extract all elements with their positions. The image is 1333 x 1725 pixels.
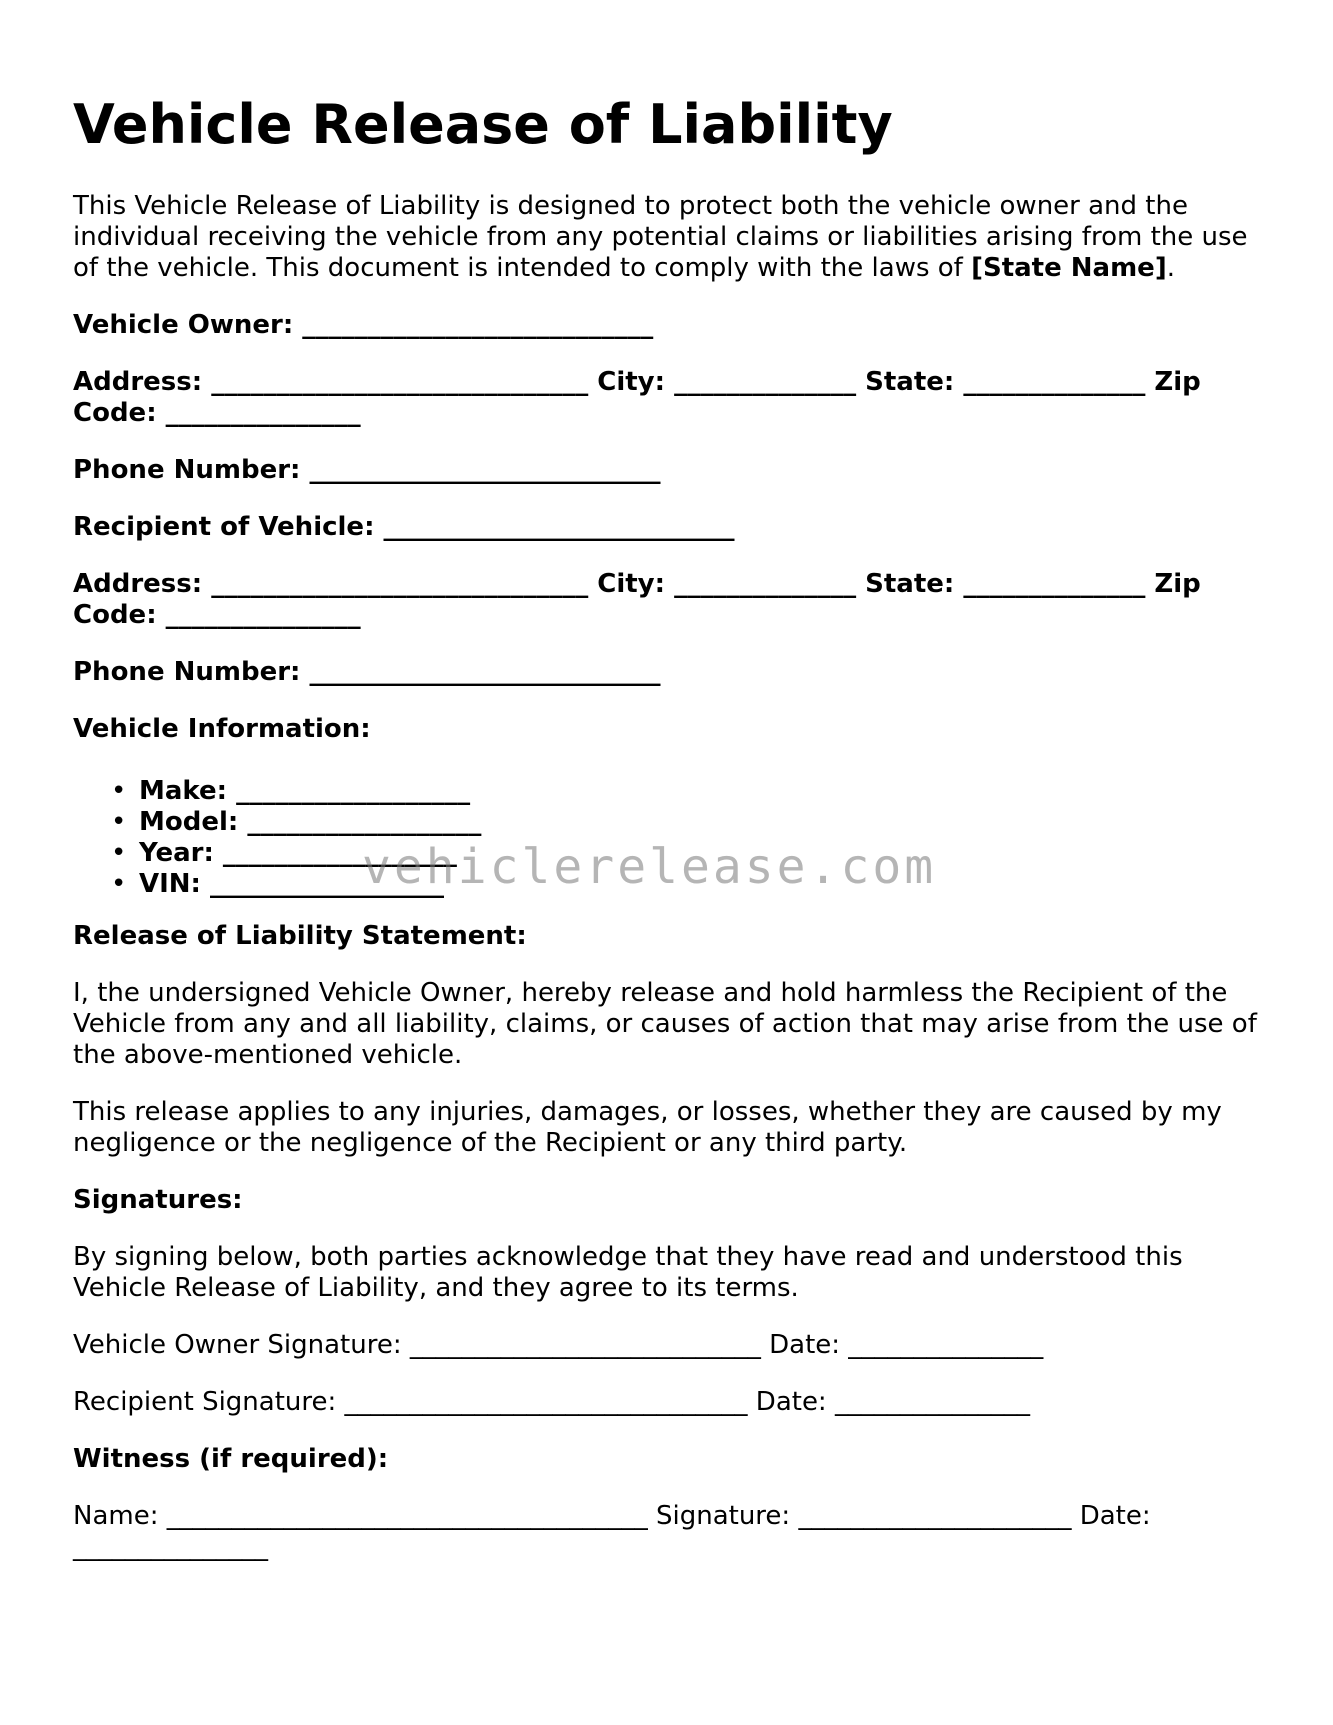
release-heading: Release of Liability Statement: [73,921,527,951]
owner-signature-field[interactable]: Vehicle Owner Signature: ___________________________ Date: _______________ [73,1330,1044,1360]
recipient-phone-field[interactable]: Phone Number: ___________________________ [73,657,661,687]
vehicle-model-field[interactable] [73,807,481,838]
vehicle-vin-label: VIN: __________________ [139,869,445,899]
release-para-2-line-1: This release applies to any injuries, damages, or losses, whether they are caused by my [73,1097,1222,1127]
intro-line-2: individual receiving the vehicle from any potential claims or liabilities arising from the use [73,222,1248,252]
vehicle-info-list [73,776,481,900]
release-para-1-line-2: Vehicle from any and all liability, claims, or causes of action that may arise from the use of [73,1009,1257,1039]
vehicle-info-heading: Vehicle Information: [73,714,371,744]
vehicle-year-field[interactable] [73,838,481,869]
state-name-placeholder: [State Name] [971,253,1167,283]
owner-name-field[interactable]: Vehicle Owner: ___________________________ [73,310,654,340]
owner-zip-field[interactable]: Code: _______________ [73,398,361,428]
intro-line-3-text: of the vehicle. This document is intended to comply with the laws of [73,253,972,283]
owner-address-field[interactable]: Address: _____________________________ City: ______________ State: ______________ Zip [73,367,1201,397]
document-title: Vehicle Release of Liability [73,93,893,156]
bullet-icon: • [111,776,127,806]
release-para-2-line-2: negligence or the negligence of the Recipient or any third party. [73,1128,908,1158]
witness-date-field[interactable]: _______________ [73,1532,268,1562]
intro-line-3-end: . [1166,253,1175,283]
intro-line-3 [73,253,1175,284]
signatures-heading: Signatures: [73,1185,243,1215]
vehicle-make-label: Make: __________________ [139,776,471,806]
intro-line-1: This Vehicle Release of Liability is designed to protect both the vehicle owner and the [73,191,1188,221]
release-para-1-line-1: I, the undersigned Vehicle Owner, hereby release and hold harmless the Recipient of the [73,978,1228,1008]
recipient-zip-field[interactable]: Code: _______________ [73,600,361,630]
witness-signature-field[interactable]: Name: _____________________________________ Signature: _____________________ Date: [73,1501,1151,1531]
bullet-icon: • [111,838,127,868]
signatures-intro-line-2: Vehicle Release of Liability, and they agree to its terms. [73,1273,799,1303]
bullet-icon: • [111,869,127,899]
owner-phone-field[interactable]: Phone Number: ___________________________ [73,455,661,485]
vehicle-model-label: Model: __________________ [139,807,482,837]
signatures-intro-line-1: By signing below, both parties acknowledge that they have read and understood this [73,1242,1183,1272]
bullet-icon: • [111,807,127,837]
recipient-signature-field[interactable]: Recipient Signature: _______________________________ Date: _______________ [73,1387,1030,1417]
recipient-address-field[interactable]: Address: _____________________________ City: ______________ State: ______________ Zip [73,569,1201,599]
witness-heading: Witness (if required): [73,1444,389,1474]
watermark: vehiclerelease.com [362,839,937,895]
vehicle-vin-field[interactable] [73,869,481,900]
recipient-name-field[interactable]: Recipient of Vehicle: ___________________________ [73,512,735,542]
vehicle-make-field[interactable] [73,776,481,807]
vehicle-year-label: Year: __________________ [139,838,457,868]
release-para-1-line-3: the above-mentioned vehicle. [73,1040,463,1070]
